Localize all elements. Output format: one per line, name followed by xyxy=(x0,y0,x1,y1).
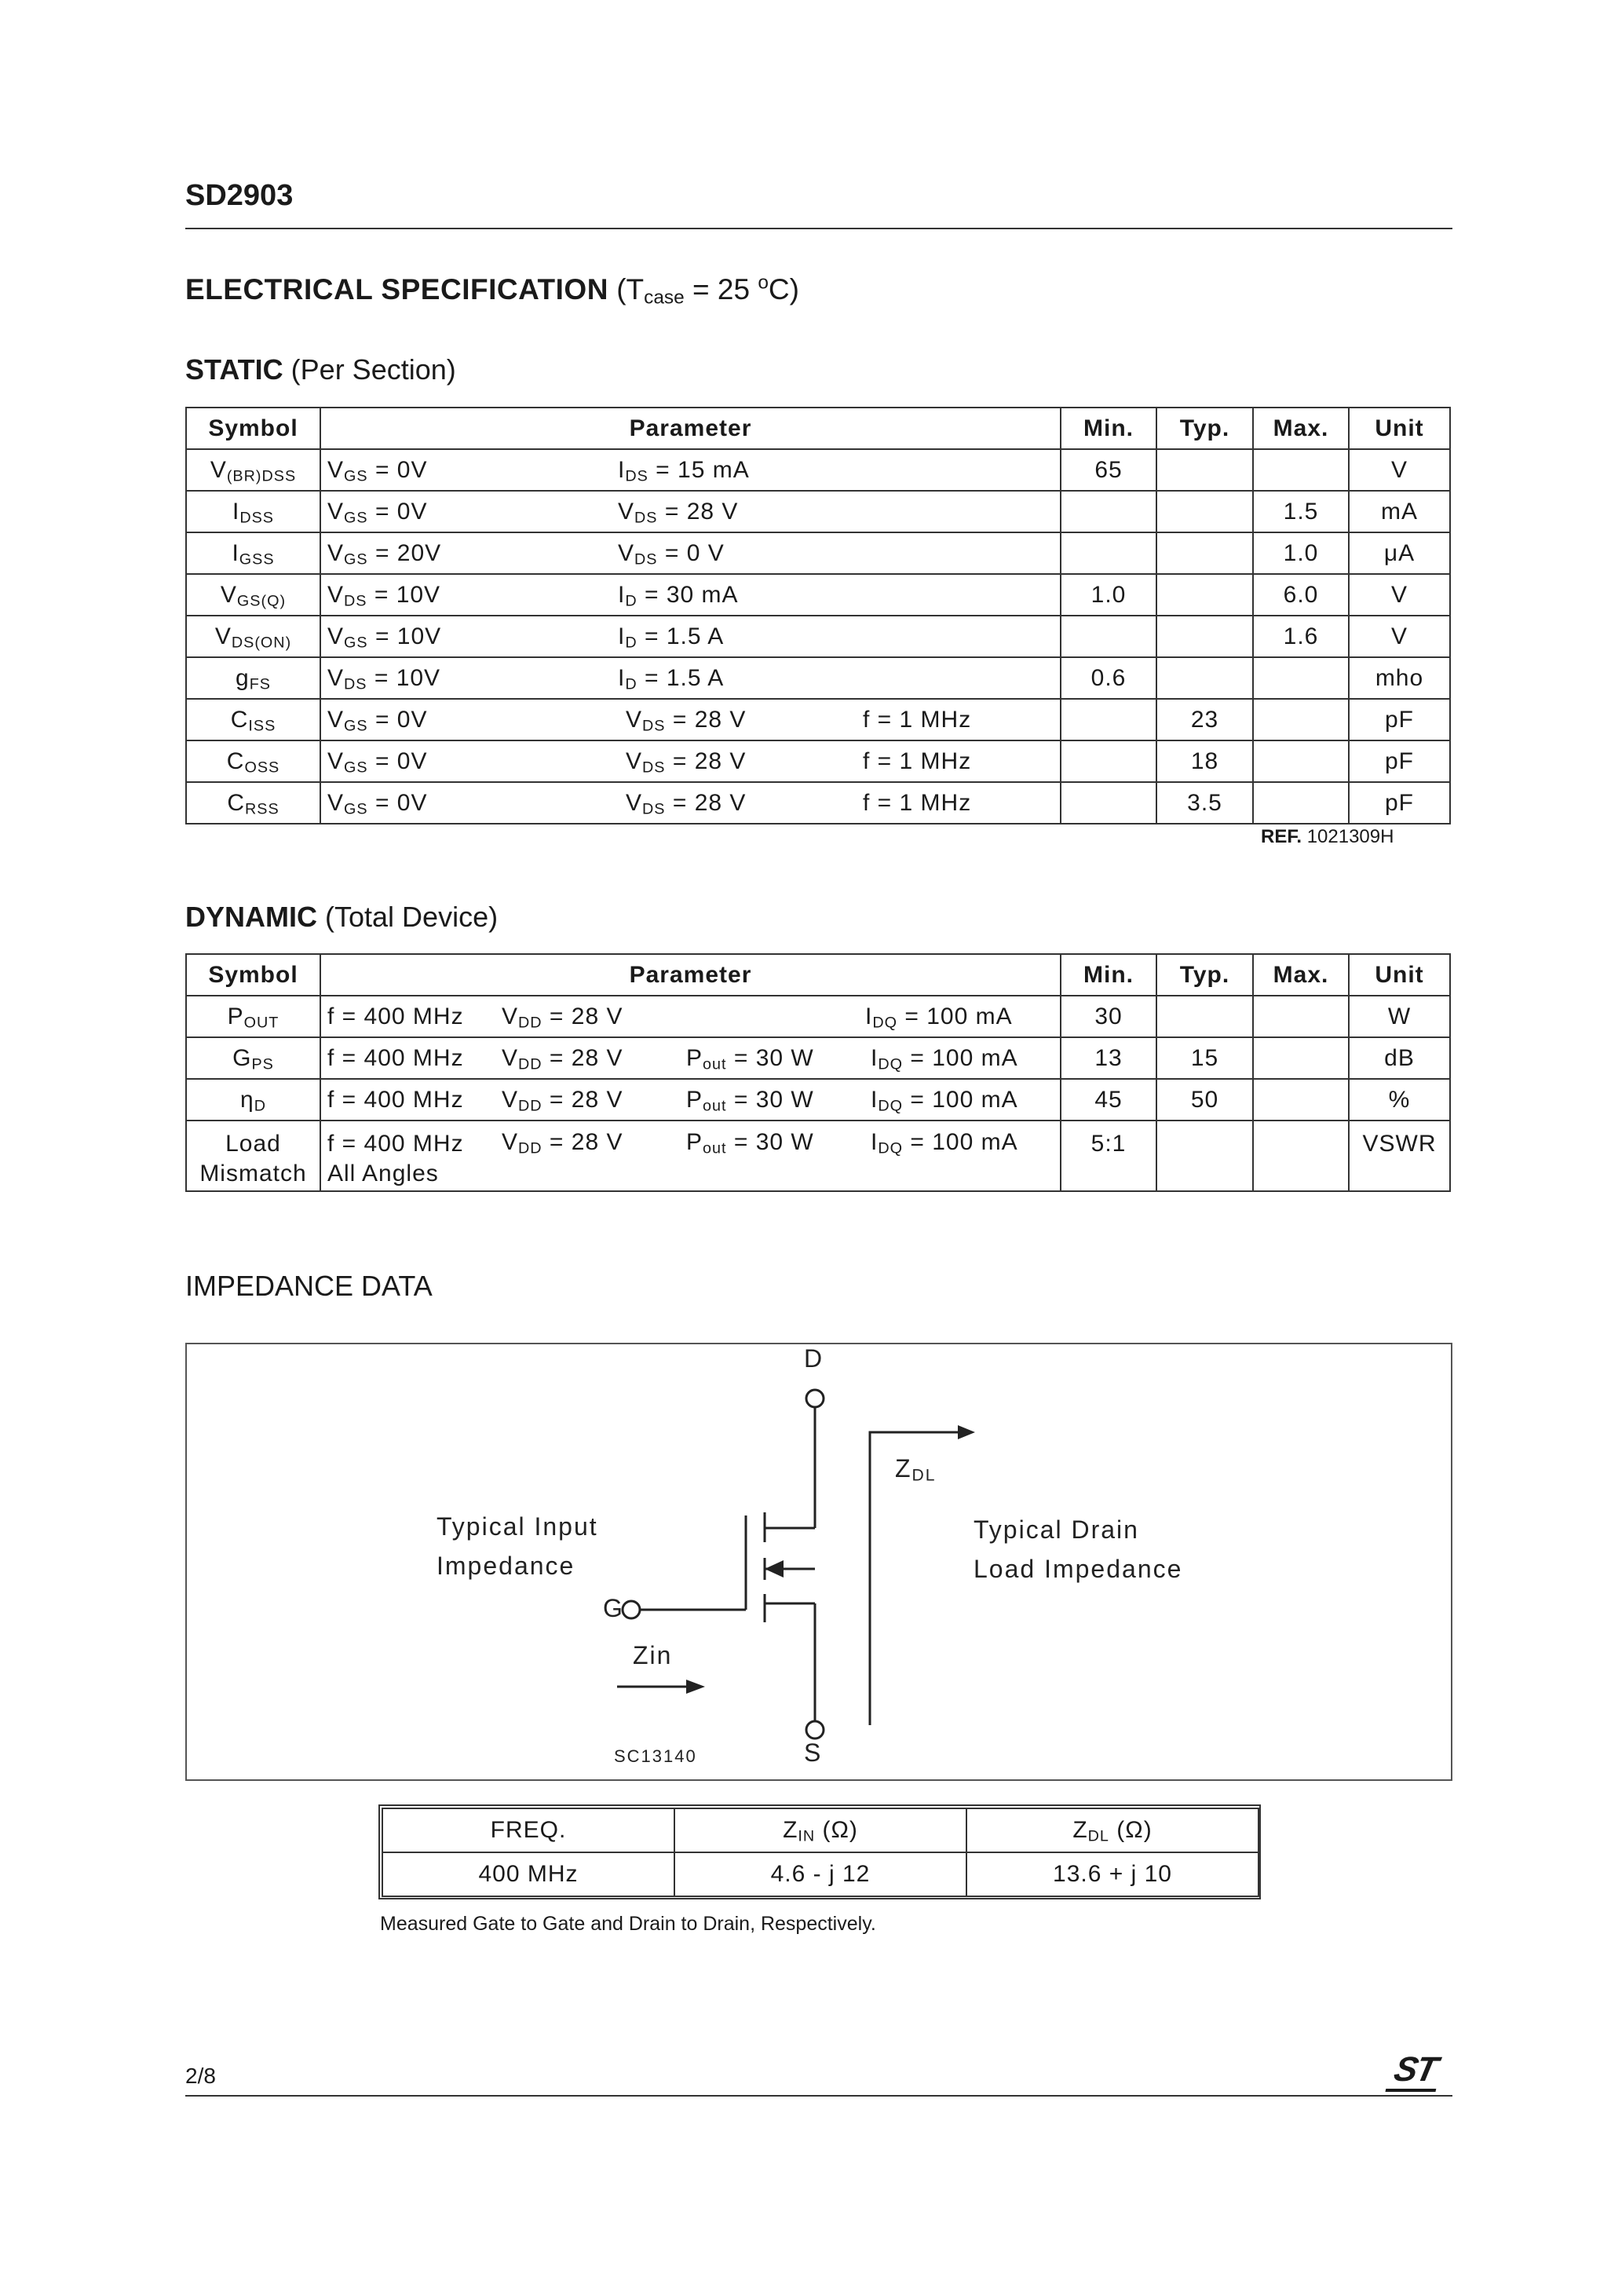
table-row xyxy=(186,782,1450,824)
cell-symbol: $I_{GSS}$ xyxy=(186,532,320,574)
cell-unit: VSWR xyxy=(1349,1121,1450,1191)
cell-unit: W xyxy=(1349,996,1450,1037)
header-symbol: Symbol xyxy=(186,408,320,449)
cell-typ xyxy=(1156,616,1253,657)
schematic-code: SC13140 xyxy=(614,1746,697,1766)
cell-freq: 400 MHz xyxy=(382,1852,674,1896)
cell-symbol: $I_{DSS}$ xyxy=(186,491,320,532)
cell-parameter: $V_{GS} = 0V$ $V_{DS} = 28$ V f = 1 MHz xyxy=(320,740,1061,782)
cell-symbol: $C_{OSS}$ xyxy=(186,740,320,782)
cell-max xyxy=(1253,782,1349,824)
cell-min xyxy=(1061,740,1156,782)
table-row xyxy=(186,574,1450,616)
cell-min xyxy=(1061,616,1156,657)
reference-note: REF. 1021309H xyxy=(1261,826,1394,847)
gate-label: G xyxy=(603,1594,624,1622)
cell-parameter: $V_{DS} = 10V$ $I_D = 30$ mA xyxy=(320,574,1061,616)
cell-unit: pF xyxy=(1349,699,1450,740)
cell-min: 5:1 xyxy=(1061,1121,1156,1191)
cell-parameter: $V_{GS} = 0V$ $V_{DS} = 28$ V f = 1 MHz xyxy=(320,699,1061,740)
source-terminal xyxy=(806,1721,824,1738)
cell-parameter: f = 400 MHz $V_{DD} = 28$ V $P_{out} = 30$ W $I_{DQ} = 100$ mA xyxy=(320,1079,1061,1121)
static-table xyxy=(185,407,1451,824)
cell-typ xyxy=(1156,491,1253,532)
cell-typ: 15 xyxy=(1156,1037,1253,1079)
header-unit: Unit xyxy=(1349,954,1450,996)
cell-zin: 4.6 - j 12 xyxy=(674,1852,966,1896)
cell-max xyxy=(1253,1121,1349,1191)
body-arrow-icon xyxy=(765,1560,784,1578)
cell-parameter: $V_{GS} = 0V$ $V_{DS} = 28$ V f = 1 MHz xyxy=(320,782,1061,824)
cell-unit: V xyxy=(1349,616,1450,657)
cell-unit: % xyxy=(1349,1079,1450,1121)
header-parameter: Parameter xyxy=(320,954,1061,996)
table-row xyxy=(186,740,1450,782)
table-row xyxy=(186,1079,1450,1121)
cell-symbol: $C_{RSS}$ xyxy=(186,782,320,824)
header-max: Max. xyxy=(1253,408,1349,449)
cell-max xyxy=(1253,740,1349,782)
cell-max xyxy=(1253,699,1349,740)
cell-min: 65 xyxy=(1061,449,1156,491)
cell-min: 13 xyxy=(1061,1037,1156,1079)
cell-max xyxy=(1253,1079,1349,1121)
drain-impedance-line2: Load Impedance xyxy=(974,1555,1183,1583)
footer-rule xyxy=(185,2095,1452,2097)
cell-max: 6.0 xyxy=(1253,574,1349,616)
st-logo xyxy=(1390,2051,1449,2089)
header-min: Min. xyxy=(1061,408,1156,449)
zin-label: Zin xyxy=(633,1641,673,1669)
mosfet-schematic xyxy=(187,1344,1451,1779)
table-header-row xyxy=(382,1808,1259,1852)
cell-max xyxy=(1253,657,1349,699)
impedance-heading: IMPEDANCE DATA xyxy=(185,1270,433,1302)
dynamic-heading: DYNAMIC (Total Device) xyxy=(185,901,499,933)
cell-parameter: $V_{GS} = 0V$ $I_{DS} = 15$ mA xyxy=(320,449,1061,491)
table-row xyxy=(186,699,1450,740)
table-row xyxy=(186,491,1450,532)
zin-arrow-icon xyxy=(686,1680,705,1694)
cell-symbol: $g_{FS}$ xyxy=(186,657,320,699)
header-symbol: Symbol xyxy=(186,954,320,996)
cell-unit: V xyxy=(1349,449,1450,491)
cell-unit: dB xyxy=(1349,1037,1450,1079)
header-max: Max. xyxy=(1253,954,1349,996)
cell-unit: mho xyxy=(1349,657,1450,699)
cell-unit: pF xyxy=(1349,740,1450,782)
zdl-label: $Z_{DL}$ xyxy=(895,1454,937,1485)
cell-typ xyxy=(1156,1121,1253,1191)
table-header-row xyxy=(186,408,1450,449)
table-row xyxy=(186,449,1450,491)
cell-symbol: $V_{DS(ON)}$ xyxy=(186,616,320,657)
cell-symbol: $C_{ISS}$ xyxy=(186,699,320,740)
header-typ: Typ. xyxy=(1156,408,1253,449)
cell-typ: 18 xyxy=(1156,740,1253,782)
cell-max xyxy=(1253,1037,1349,1079)
cell-min: 45 xyxy=(1061,1079,1156,1121)
cell-max: 1.0 xyxy=(1253,532,1349,574)
cell-min xyxy=(1061,491,1156,532)
header-zdl: $Z_{DL}$ (Ω) xyxy=(966,1808,1259,1852)
cell-max xyxy=(1253,449,1349,491)
table-row xyxy=(382,1852,1259,1896)
cell-min xyxy=(1061,532,1156,574)
cell-min xyxy=(1061,699,1156,740)
table-row xyxy=(186,996,1450,1037)
cell-min: 0.6 xyxy=(1061,657,1156,699)
table-header-row xyxy=(186,954,1450,996)
drain-label: D xyxy=(804,1344,824,1373)
cell-parameter: $V_{GS} = 10V$ $I_D = 1.5$ A xyxy=(320,616,1061,657)
zdl-arrow-icon xyxy=(958,1425,975,1439)
drain-terminal xyxy=(806,1390,824,1407)
header-zin: $Z_{IN}$ (Ω) xyxy=(674,1808,966,1852)
table-row-load-mismatch xyxy=(186,1121,1450,1191)
cell-typ: 50 xyxy=(1156,1079,1253,1121)
header-unit: Unit xyxy=(1349,408,1450,449)
page-number: 2/8 xyxy=(185,2064,216,2088)
cell-symbol: $\eta_D$ xyxy=(186,1079,320,1121)
cell-typ xyxy=(1156,574,1253,616)
header-min: Min. xyxy=(1061,954,1156,996)
cell-unit: pF xyxy=(1349,782,1450,824)
cell-max xyxy=(1253,996,1349,1037)
cell-min xyxy=(1061,782,1156,824)
cell-parameter: $V_{DS} = 10V$ $I_D = 1.5$ A xyxy=(320,657,1061,699)
input-impedance-line1: Typical Input xyxy=(437,1512,598,1541)
cell-unit: V xyxy=(1349,574,1450,616)
gate-terminal xyxy=(623,1601,640,1618)
cell-symbol: $G_{PS}$ xyxy=(186,1037,320,1079)
cell-zdl: 13.6 + j 10 xyxy=(966,1852,1259,1896)
cell-parameter: f = 400 MHz $V_{DD} = 28$ V $I_{DQ} = 100$ mA xyxy=(320,996,1061,1037)
cell-typ xyxy=(1156,532,1253,574)
static-heading: STATIC (Per Section) xyxy=(185,353,456,386)
input-impedance-line2: Impedance xyxy=(437,1552,575,1580)
cell-parameter: f = 400 MHz $V_{DD} = 28$ V $P_{out} = 30$ W $I_{DQ} = 100$ mA xyxy=(320,1037,1061,1079)
electrical-spec-heading: ELECTRICAL SPECIFICATION ($T_{case} = 25$ $^o$C) xyxy=(185,272,799,309)
header-typ: Typ. xyxy=(1156,954,1253,996)
cell-unit: μA xyxy=(1349,532,1450,574)
table-row xyxy=(186,532,1450,574)
table-row xyxy=(186,1037,1450,1079)
header-parameter: Parameter xyxy=(320,408,1061,449)
cell-symbol: $P_{OUT}$ xyxy=(186,996,320,1037)
dynamic-table xyxy=(185,953,1451,1192)
cell-typ: 3.5 xyxy=(1156,782,1253,824)
header-rule xyxy=(185,228,1452,229)
cell-min: 30 xyxy=(1061,996,1156,1037)
table-row xyxy=(186,657,1450,699)
cell-typ xyxy=(1156,657,1253,699)
impedance-diagram xyxy=(185,1343,1452,1781)
cell-max: 1.5 xyxy=(1253,491,1349,532)
drain-impedance-line1: Typical Drain xyxy=(974,1515,1139,1544)
cell-symbol: Load Mismatch xyxy=(186,1121,320,1191)
cell-unit: mA xyxy=(1349,491,1450,532)
cell-typ: 23 xyxy=(1156,699,1253,740)
cell-parameter: f = 400 MHz All Angles $V_{DD} = 28$ V $P_{out} = 30$ W $I_{DQ} = 100$ mA xyxy=(320,1121,1061,1191)
part-number: SD2903 xyxy=(185,179,294,212)
impedance-table xyxy=(382,1808,1259,1897)
impedance-note: Measured Gate to Gate and Drain to Drain, Respectively. xyxy=(380,1913,876,1935)
cell-min: 1.0 xyxy=(1061,574,1156,616)
table-row xyxy=(186,616,1450,657)
header-freq: FREQ. xyxy=(382,1808,674,1852)
st-logo-text: ST xyxy=(1385,2051,1444,2092)
cell-parameter: $V_{GS} = 20V$ $V_{DS} = 0$ V xyxy=(320,532,1061,574)
source-label: S xyxy=(804,1738,823,1767)
cell-parameter: $V_{GS} = 0V$ $V_{DS} = 28$ V xyxy=(320,491,1061,532)
cell-typ xyxy=(1156,449,1253,491)
cell-symbol: $V_{(BR)DSS}$ xyxy=(186,449,320,491)
cell-symbol: $V_{GS(Q)}$ xyxy=(186,574,320,616)
cell-max: 1.6 xyxy=(1253,616,1349,657)
cell-typ xyxy=(1156,996,1253,1037)
